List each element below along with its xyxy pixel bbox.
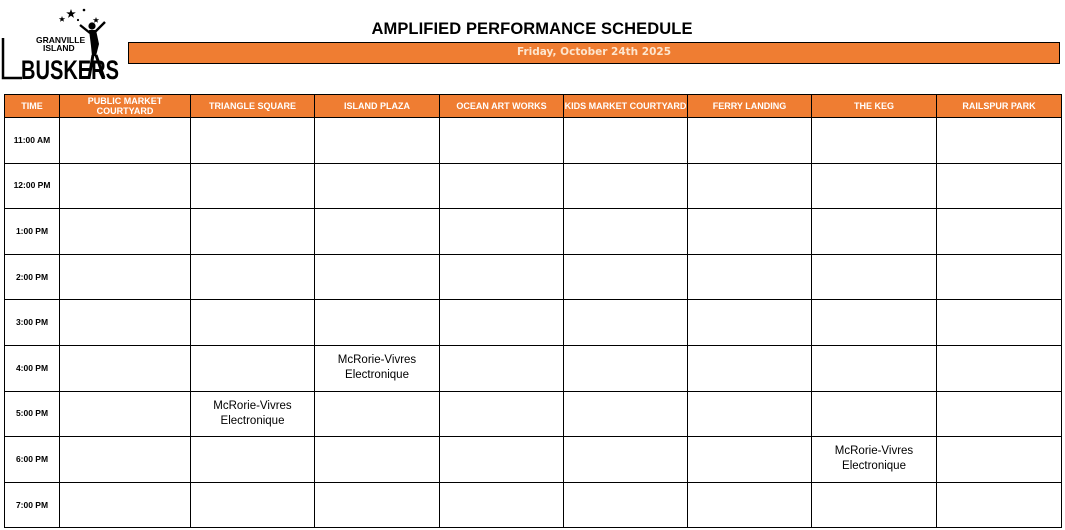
schedule-cell (937, 209, 1062, 255)
schedule-cell (60, 437, 191, 483)
table-row (5, 391, 1062, 437)
schedule-date-text: Friday, October 24th 2025 (516, 46, 672, 58)
logo-star-icon (59, 16, 65, 22)
schedule-cell (60, 345, 191, 391)
schedule-cell (564, 482, 688, 528)
schedule-cell (315, 482, 440, 528)
table-row (5, 345, 1062, 391)
venue-header-ocean-art-works: OCEAN ART WORKS (440, 95, 564, 118)
logo-frame-bracket (3, 38, 22, 78)
schedule-cell (688, 300, 812, 346)
table-row (5, 482, 1062, 528)
schedule-cell (937, 163, 1062, 209)
schedule-cell (60, 163, 191, 209)
schedule-cell (440, 345, 564, 391)
schedule-cell (688, 209, 812, 255)
schedule-cell (315, 209, 440, 255)
schedule-cell (60, 482, 191, 528)
schedule-cell (812, 163, 937, 209)
schedule-cell (937, 482, 1062, 528)
time-slot-label: 6:00 PM (5, 437, 60, 483)
schedule-cell (564, 163, 688, 209)
schedule-cell (315, 254, 440, 300)
schedule-cell: McRorie-Vivres Electronique (191, 391, 315, 437)
schedule-cell (191, 300, 315, 346)
time-column-header: TIME (5, 95, 60, 118)
schedule-cell (315, 437, 440, 483)
logo-star-icon (66, 9, 76, 18)
schedule-cell (688, 482, 812, 528)
schedule-cell (812, 482, 937, 528)
schedule-cell (812, 254, 937, 300)
schedule-cell (937, 118, 1062, 164)
schedule-cell: McRorie-Vivres Electronique (812, 437, 937, 483)
table-row (5, 254, 1062, 300)
schedule-cell (191, 345, 315, 391)
schedule-cell (812, 391, 937, 437)
schedule-cell (688, 254, 812, 300)
logo-buskers-wordmark: BUSKERS (21, 55, 119, 85)
schedule-cell (60, 300, 191, 346)
venue-header-ferry-landing: FERRY LANDING (688, 95, 812, 118)
schedule-cell (191, 163, 315, 209)
schedule-cell (315, 118, 440, 164)
logo-star-icon (93, 17, 99, 23)
logo-star-icon (77, 19, 79, 21)
time-slot-label: 5:00 PM (5, 391, 60, 437)
table-row (5, 437, 1062, 483)
schedule-cell (440, 437, 564, 483)
time-slot-label: 2:00 PM (5, 254, 60, 300)
table-row (5, 209, 1062, 255)
table-row (5, 300, 1062, 346)
time-slot-label: 1:00 PM (5, 209, 60, 255)
venue-header-triangle-square: TRIANGLE SQUARE (191, 95, 315, 118)
schedule-cell (688, 391, 812, 437)
schedule-cell (688, 345, 812, 391)
schedule-cell (60, 254, 191, 300)
schedule-cell (440, 163, 564, 209)
table-row (5, 118, 1062, 164)
time-slot-label: 3:00 PM (5, 300, 60, 346)
schedule-cell (688, 163, 812, 209)
venue-header-kids-market-courtyard: KIDS MARKET COURTYARD (564, 95, 688, 118)
performance-schedule-table (4, 94, 1062, 528)
venue-header-island-plaza: ISLAND PLAZA (315, 95, 440, 118)
schedule-cell (564, 345, 688, 391)
schedule-cell (191, 118, 315, 164)
logo-granville-text: GRANVILLE (36, 35, 86, 45)
schedule-cell (315, 391, 440, 437)
schedule-cell (564, 209, 688, 255)
schedule-cell (440, 254, 564, 300)
time-slot-label: 4:00 PM (5, 345, 60, 391)
venue-header-railspur-park: RAILSPUR PARK (937, 95, 1062, 118)
schedule-cell (937, 254, 1062, 300)
schedule-cell (564, 300, 688, 346)
schedule-cell (812, 209, 937, 255)
venue-header-the-keg: THE KEG (812, 95, 937, 118)
schedule-cell (937, 300, 1062, 346)
table-row (5, 163, 1062, 209)
schedule-cell (688, 437, 812, 483)
schedule-cell (812, 300, 937, 346)
schedule-cell (191, 437, 315, 483)
schedule-cell (191, 254, 315, 300)
schedule-date-banner (128, 42, 1060, 64)
logo-star-icon (83, 9, 86, 12)
schedule-cell (937, 345, 1062, 391)
schedule-cell: McRorie-Vivres Electronique (315, 345, 440, 391)
schedule-cell (564, 118, 688, 164)
schedule-cell (812, 345, 937, 391)
schedule-cell (60, 391, 191, 437)
schedule-cell (60, 209, 191, 255)
schedule-cell (564, 254, 688, 300)
schedule-cell (564, 391, 688, 437)
schedule-cell (564, 437, 688, 483)
schedule-cell (315, 300, 440, 346)
schedule-cell (60, 118, 191, 164)
schedule-cell (315, 163, 440, 209)
schedule-cell (937, 391, 1062, 437)
time-slot-label: 12:00 PM (5, 163, 60, 209)
schedule-cell (191, 482, 315, 528)
schedule-cell (440, 391, 564, 437)
buskers-logo-graphic (0, 0, 128, 84)
schedule-cell (440, 300, 564, 346)
venue-header-public-market-courtyard: PUBLIC MARKET COURTYARD (60, 95, 191, 118)
schedule-cell (440, 118, 564, 164)
table-header-row (5, 95, 1062, 118)
schedule-cell (191, 209, 315, 255)
schedule-cell (937, 437, 1062, 483)
time-slot-label: 7:00 PM (5, 482, 60, 528)
schedule-cell (440, 482, 564, 528)
time-slot-label: 11:00 AM (5, 118, 60, 164)
page-title: AMPLIFIED PERFORMANCE SCHEDULE (371, 20, 693, 38)
logo-island-text: ISLAND (43, 43, 75, 53)
schedule-cell (688, 118, 812, 164)
schedule-cell (812, 118, 937, 164)
granville-island-buskers-logo (0, 0, 128, 84)
schedule-cell (440, 209, 564, 255)
